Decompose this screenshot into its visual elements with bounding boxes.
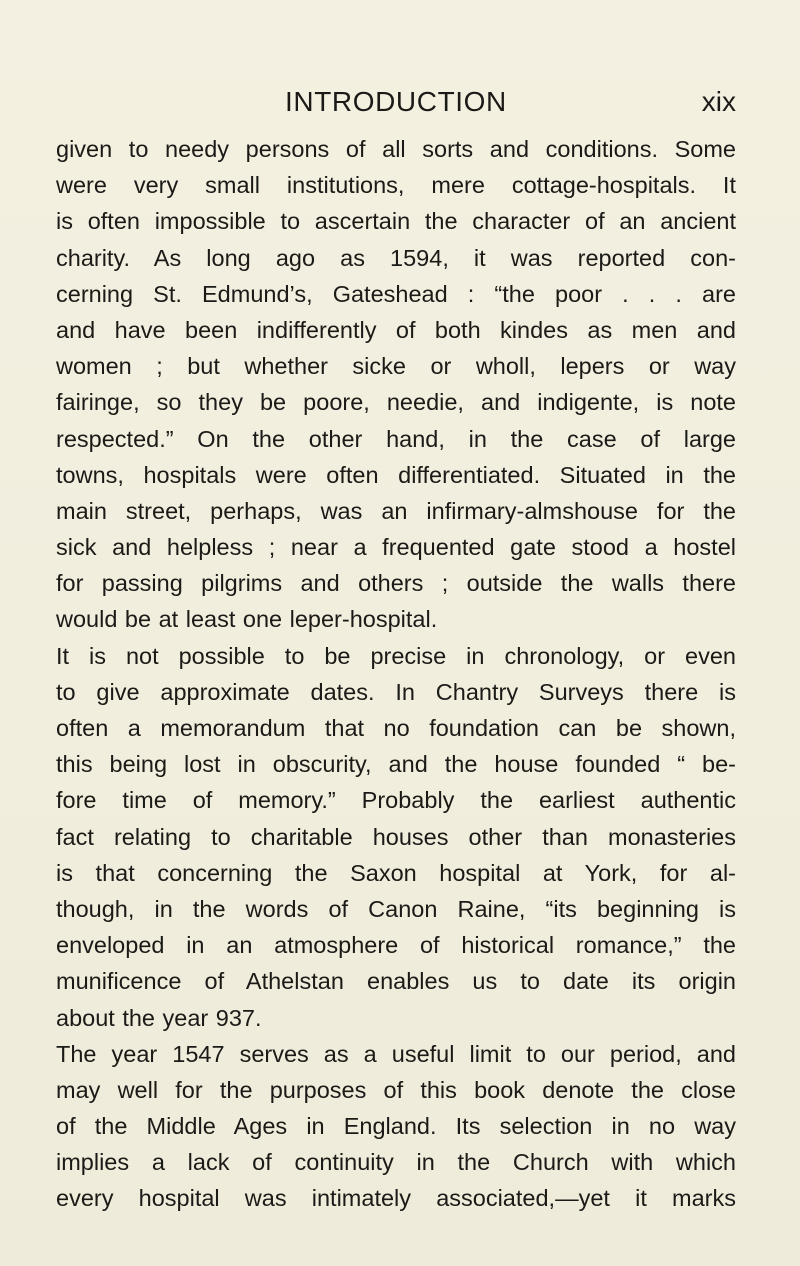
text-line: is often impossible to ascertain the character of an ancient xyxy=(56,208,736,235)
text-line: charity. As long ago as 1594, it was reported con- xyxy=(56,244,736,271)
text-line: often a memorandum that no foundation can be shown, xyxy=(56,715,736,741)
text-line: respected.” On the other hand, in the case of large xyxy=(56,425,736,452)
page-number: xix xyxy=(701,86,736,117)
text-line: for passing pilgrims and others ; outside the walls there xyxy=(56,570,736,597)
text-line: enveloped in an atmosphere of historical romance,” the xyxy=(56,932,736,959)
text-line: given to needy persons of all sorts and conditions. Some xyxy=(56,136,736,162)
text-line: this being lost in obscurity, and the house founded “ be- xyxy=(56,751,736,778)
text-line: is that concerning the Saxon hospital at York, for al- xyxy=(56,859,736,886)
text-line: main street, perhaps, was an infirmary-almshouse for the xyxy=(56,497,736,524)
text-line: implies a lack of continuity in the Church with which xyxy=(56,1149,736,1176)
text-line: It is not possible to be precise in chronology, or even xyxy=(56,642,736,669)
body-text xyxy=(56,131,736,1217)
text-line: though, in the words of Canon Raine, “its beginning is xyxy=(56,895,736,922)
text-line: would be at least one leper-hospital. xyxy=(56,606,438,633)
text-line: fairinge, so they be poore, needie, and indigente, is note xyxy=(56,389,736,416)
text-line: to give approximate dates. In Chantry Surveys there is xyxy=(56,678,736,705)
text-line: The year 1547 serves as a useful limit to our period, and xyxy=(56,1040,736,1067)
text-line: women ; but whether sicke or wholl, lepers or way xyxy=(56,353,736,380)
text-line: and have been indifferently of both kindes as men and xyxy=(56,316,736,343)
text-line: fact relating to charitable houses other than monasteries xyxy=(56,823,736,850)
text-line: sick and helpless ; near a frequented gate stood a hostel xyxy=(56,534,736,561)
text-line: towns, hospitals were often differentiated. Situated in the xyxy=(56,461,736,488)
text-line: about the year 937. xyxy=(56,1004,262,1031)
text-line: were very small institutions, mere cottage-hospitals. It xyxy=(56,172,736,199)
text-line: every hospital was intimately associated,—yet it marks xyxy=(56,1185,736,1212)
running-title: INTRODUCTION xyxy=(285,86,507,117)
text-line: munificence of Athelstan enables us to date its origin xyxy=(56,968,736,995)
text-line: may well for the purposes of this book denote the close xyxy=(56,1076,736,1103)
text-line: cerning St. Edmund’s, Gateshead : “the poor . . . are xyxy=(56,280,736,307)
page-header xyxy=(56,84,736,120)
text-line: of the Middle Ages in England. Its selection in no way xyxy=(56,1113,736,1140)
text-line: fore time of memory.” Probably the earliest authentic xyxy=(56,787,736,814)
